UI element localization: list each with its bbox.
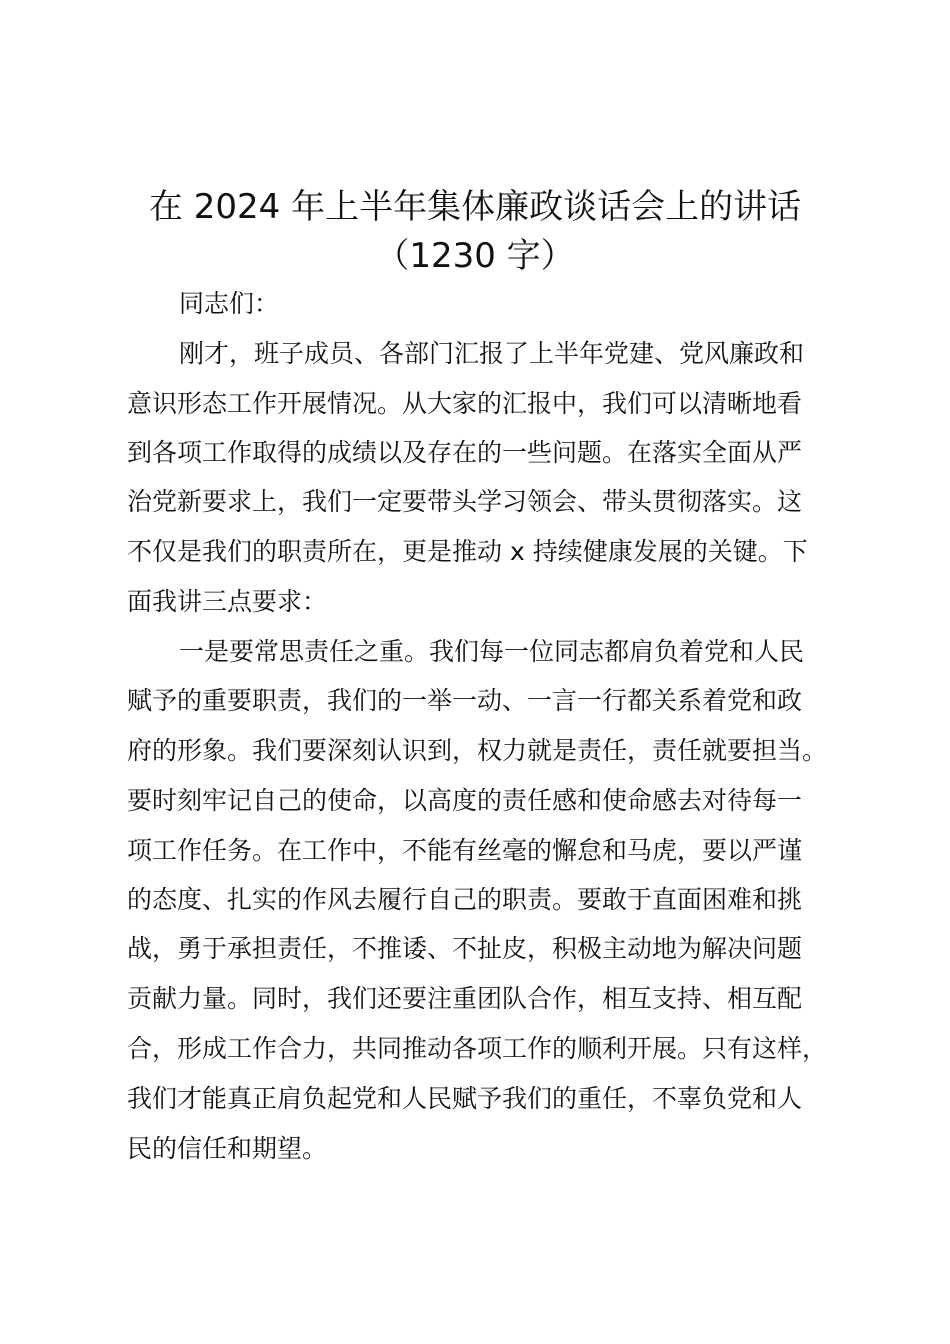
- paragraph-line: 到各项工作取得的成绩以及存在的一些问题。在落实全面从严: [127, 438, 803, 467]
- paragraph-line: 赋予的重要职责，我们的一举一动、一言一行都关系着党和政: [127, 686, 803, 715]
- paragraph-line: 战，勇于承担责任，不推诿、不扯皮，积极主动地为解决问题: [127, 934, 803, 963]
- paragraph-line: 的态度、扎实的作风去履行自己的职责。要敢于直面困难和挑: [127, 885, 803, 914]
- paragraph-line: 府的形象。我们要深刻认识到，权力就是责任，责任就要担当。: [127, 736, 828, 765]
- document-subtitle-word-count: （1230 字）: [375, 236, 575, 276]
- paragraph-line: 要时刻牢记自己的使命，以高度的责任感和使命感去对待每一: [127, 786, 803, 815]
- salutation: 同志们：: [179, 289, 280, 318]
- paragraph-line: 刚才，班子成员、各部门汇报了上半年党建、党风廉政和: [179, 339, 805, 368]
- paragraph-line: 治党新要求上，我们一定要带头学习领会、带头贯彻落实。这: [127, 487, 803, 516]
- paragraph-line: 我们才能真正肩负起党和人民赋予我们的重任，不辜负党和人: [127, 1084, 803, 1113]
- paragraph-line: 贡献力量。同时，我们还要注重团队合作，相互支持、相互配: [127, 984, 803, 1013]
- paragraph-line: 一是要常思责任之重。我们每一位同志都肩负着党和人民: [179, 637, 805, 666]
- paragraph-line: 合，形成工作合力，共同推动各项工作的顺利开展。只有这样，: [127, 1034, 828, 1063]
- document-title: 在 2024 年上半年集体廉政谈话会上的讲话: [148, 187, 802, 227]
- paragraph-line: 项工作任务。在工作中，不能有丝毫的懈怠和马虎，要以严谨: [127, 836, 803, 865]
- paragraph-line: 不仅是我们的职责所在，更是推动 x 持续健康发展的关键。下: [127, 537, 808, 566]
- document-body: [127, 279, 847, 1179]
- paragraph-line: 意识形态工作开展情况。从大家的汇报中，我们可以清晰地看: [127, 389, 803, 418]
- paragraph-line: 面我讲三点要求：: [127, 587, 328, 616]
- paragraph-line: 民的信任和期望。: [127, 1134, 328, 1163]
